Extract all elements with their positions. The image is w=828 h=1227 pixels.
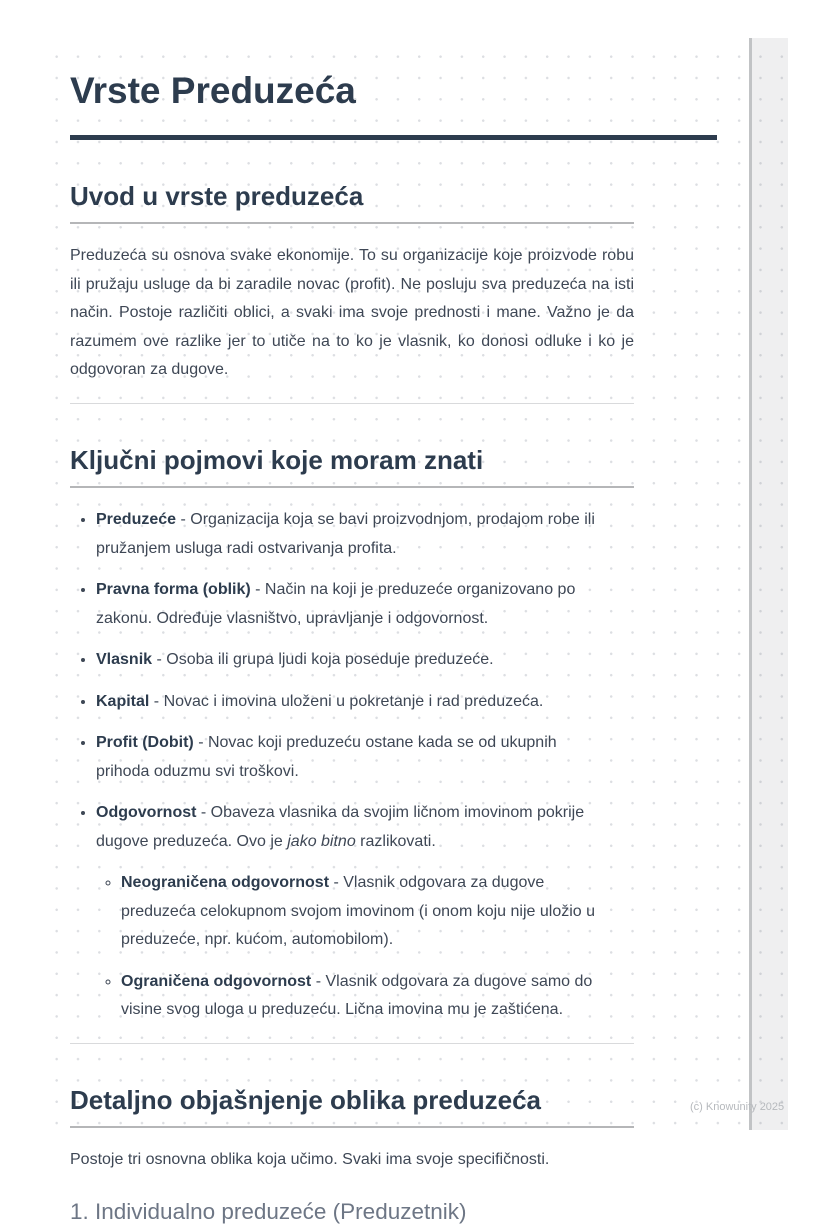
term-description: - Novac koji preduzeću ostane kada se od ukupnih prihoda oduzmu svi troškovi. xyxy=(96,734,557,780)
term-description: - Novac i imovina uloženi u pokretanje i rad preduzeća. xyxy=(149,692,544,710)
list-item xyxy=(96,688,608,717)
notebook-page xyxy=(40,38,788,1224)
term-description: - Osoba ili grupa ljudi koja poseduje preduzeće. xyxy=(152,651,494,669)
section-divider xyxy=(70,1043,634,1044)
subsection-heading-individualno: 1. Individualno preduzeće (Preduzetnik) xyxy=(70,1198,467,1224)
intro-paragraph: Preduzeća su osnova svake ekonomije. To su organizacije koje proizvode robu ili pružaju usluge da bi zaradile novac (profit). Ne posluju sva preduzeća na isti način. Postoje različiti oblici, a svaki ima svoje prednosti i mane. Važno je da razumem ove razlike jer to utiče na to ko je vlasnik, ko donosi odluke i ko je odgovoran za dugove. xyxy=(70,247,634,379)
term-label: Profit (Dobit) xyxy=(96,734,194,752)
term-label: Preduzeće xyxy=(96,511,177,529)
list-item xyxy=(96,729,608,786)
term-emphasis: jako bitno xyxy=(287,832,356,850)
section-heading-uvod: Uvod u vrste preduzeća xyxy=(70,178,634,224)
term-label: Pravna forma (oblik) xyxy=(96,581,251,599)
term-label: Neograničena odgovornost xyxy=(121,874,330,892)
term-description: - Vlasnik odgovara za dugove preduzeća celokupnom svojom imovinom (i onom koju nije uložio u preduzeće, npr. kućom, automobilom). xyxy=(121,874,596,949)
section-pojmovi xyxy=(70,442,717,1025)
term-description: - Vlasnik odgovara za dugove samo do visine svog uloga u preduzeću. Lična imovina mu je zaštićena. xyxy=(121,972,593,1019)
section-detaljno xyxy=(70,1082,717,1227)
sub-list-item xyxy=(121,869,608,955)
list-item xyxy=(96,799,608,1025)
term-description: razlikovati. xyxy=(355,832,436,850)
term-description: - Obaveza vlasnika da svojim ličnom imovinom pokrije dugove preduzeća. Ovo je xyxy=(96,804,585,850)
term-description: - Organizacija koja se bavi proizvodnjom, prodajom robe ili pružanjem usluga radi ostvarivanja profita. xyxy=(96,511,595,557)
term-label: Kapital xyxy=(96,692,150,710)
detaljno-paragraph: Postoje tri osnovna oblika koja učimo. Svaki ima svoje specifičnosti. xyxy=(70,1151,550,1169)
list-item xyxy=(96,646,608,675)
list-item xyxy=(96,506,608,563)
term-description: - Način na koji je preduzeće organizovano po zakonu. Određuje vlasništvo, upravljanje i odgovornost. xyxy=(96,581,576,627)
section-divider xyxy=(70,403,634,404)
page-content xyxy=(70,38,717,1227)
section-heading-detaljno: Detaljno objašnjenje oblika preduzeća xyxy=(70,1082,634,1128)
sub-terms-list xyxy=(96,869,608,1025)
term-label: Vlasnik xyxy=(96,651,153,669)
key-terms-list xyxy=(70,506,608,1025)
term-label: Ograničena odgovornost xyxy=(121,972,312,990)
copyright-footer: (c) Knowunity 2025 xyxy=(690,1101,785,1113)
section-heading-pojmovi: Ključni pojmovi koje moram znati xyxy=(70,442,634,488)
list-item xyxy=(96,576,608,633)
page-edge-strip xyxy=(749,38,788,1130)
term-label: Odgovornost xyxy=(96,804,197,822)
section-uvod xyxy=(70,178,717,385)
page-title: Vrste Preduzeća xyxy=(70,66,717,140)
sub-list-item xyxy=(121,968,608,1025)
